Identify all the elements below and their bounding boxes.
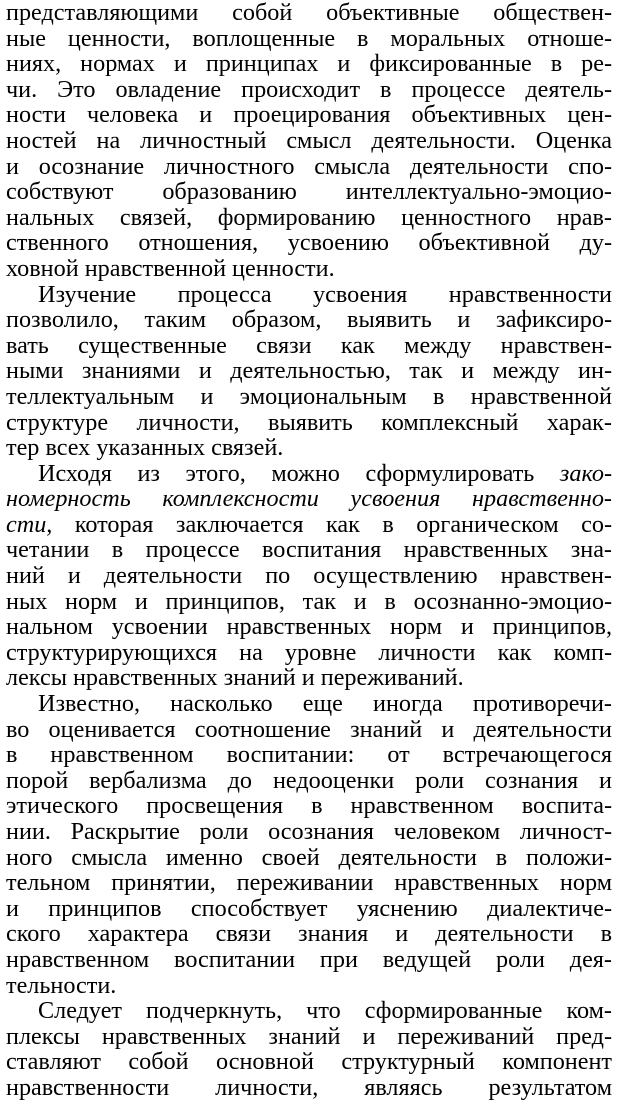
text-run: ности человека и проецирования объективных цен-	[6, 102, 612, 128]
text-line	[6, 614, 612, 640]
text-line	[6, 154, 612, 180]
text-run: ного смысла именно своей деятельности в положи-	[6, 844, 612, 871]
text-run: ностей на личностный смысл деятельности. Оценка	[6, 127, 612, 154]
text-run: нии. Раскрытие роли осознания человеком личност-	[6, 819, 612, 845]
text-run: порой вербализма до недооценки роли сознания и	[6, 767, 612, 794]
text-line	[6, 179, 612, 205]
text-line	[6, 102, 612, 128]
text-line	[6, 205, 612, 231]
text-run: ховной нравственной ценности.	[6, 255, 335, 282]
text-run: Следует подчеркнуть, что сформированные ком-	[38, 998, 612, 1024]
text-line	[6, 358, 612, 384]
text-line	[6, 435, 612, 461]
text-line	[6, 77, 612, 103]
text-run: ставляют собой основной структурный компонент	[6, 1049, 612, 1075]
italic-text-run: зако-	[559, 460, 612, 487]
text-run: во оценивается соотношение знаний и деятельности	[6, 716, 612, 743]
text-line	[6, 128, 612, 154]
text-run: Изучение процесса усвоения нравственности	[38, 281, 612, 308]
text-run: ные ценности, воплощенные в моральных отноше-	[6, 25, 612, 52]
text-run: ными знаниями и деятельностью, так и между ин-	[6, 358, 612, 384]
text-line	[6, 410, 612, 436]
text-run: тельности.	[6, 972, 117, 999]
text-line	[6, 1049, 612, 1075]
text-line	[6, 51, 612, 77]
text-run: нравственности личности, являясь результатом	[6, 1074, 612, 1101]
text-line	[6, 256, 612, 282]
text-run: тельном принятии, переживании нравственных норм	[6, 870, 612, 896]
text-line	[6, 768, 612, 794]
text-run: структуре личности, выявить комплексный харак-	[6, 409, 612, 436]
text-run: ственного отношения, усвоению объективной ду-	[6, 230, 612, 256]
text-line	[6, 512, 612, 538]
text-line	[6, 921, 612, 947]
text-line	[6, 665, 612, 691]
text-run: чи. Это овладение происходит в процессе деятель-	[6, 76, 612, 103]
text-line	[6, 384, 612, 410]
text-line	[6, 870, 612, 896]
text-run: представляющими собой объективные обществен-	[6, 0, 612, 26]
text-line	[6, 230, 612, 256]
text-line	[6, 26, 612, 52]
text-run: ных норм и принципов, так и в осознанно-эмоцио-	[6, 588, 612, 615]
text-line	[6, 717, 612, 743]
text-line	[6, 307, 612, 333]
text-run: ского характера связи знания и деятельности в	[6, 921, 612, 947]
text-line	[6, 691, 612, 717]
text-run: тер всех указанных связей.	[6, 435, 284, 461]
text-line	[6, 333, 612, 359]
text-line	[6, 973, 612, 999]
text-run: Известно, насколько еще иногда противоречи-	[38, 691, 612, 717]
text-line	[6, 589, 612, 615]
text-run: плексы нравственных знаний и переживаний пред-	[6, 1023, 612, 1050]
text-line	[6, 793, 612, 819]
text-run: лексы нравственных знаний и переживаний.	[6, 665, 464, 692]
text-line	[6, 563, 612, 589]
text-line	[6, 896, 612, 922]
document-page	[6, 0, 612, 1101]
text-line	[6, 0, 612, 26]
text-run: и осознание личностного смысла деятельности спо-	[6, 153, 612, 180]
text-line	[6, 640, 612, 666]
text-line	[6, 282, 612, 308]
text-run: позволило, таким образом, выявить и зафиксиро-	[6, 307, 612, 333]
text-line	[6, 486, 612, 512]
italic-text-run: номерность комплексности усвоения нравственно-	[6, 486, 612, 512]
italic-text-run: сти,	[6, 511, 53, 538]
text-run: нравственном воспитании при ведущей роли дея-	[6, 946, 612, 973]
text-run: Исходя из этого, можно сформулировать	[38, 460, 560, 487]
text-run: четании в процессе воспитания нравственных зна-	[6, 537, 612, 564]
text-run: вать существенные связи как между нравствен-	[6, 332, 612, 359]
text-line	[6, 845, 612, 871]
text-run: этического просвещения в нравственном воспита-	[6, 793, 612, 819]
text-line	[6, 998, 612, 1024]
text-run: которая заключается как в органическом со-	[52, 511, 612, 538]
text-line	[6, 461, 612, 487]
text-line	[6, 1024, 612, 1050]
text-run: ниях, нормах и принципах и фиксированные в ре-	[6, 51, 612, 77]
text-line	[6, 819, 612, 845]
text-line	[6, 742, 612, 768]
text-run: нальном усвоении нравственных норм и принципов,	[6, 614, 612, 640]
text-line	[6, 947, 612, 973]
text-run: ний и деятельности по осуществлению нравствен-	[6, 563, 612, 589]
text-run: структурирующихся на уровне личности как комп-	[6, 639, 612, 666]
text-run: собствуют образованию интеллектуально-эмоцио-	[6, 179, 612, 205]
text-run: в нравственном воспитании: от встречающегося	[6, 742, 612, 768]
text-run: теллектуальным и эмоциональным в нравственной	[6, 383, 612, 410]
text-line	[6, 537, 612, 563]
text-run: и принципов способствует уяснению диалектиче-	[6, 895, 612, 922]
text-run: нальных связей, формированию ценностного нрав-	[6, 204, 612, 231]
